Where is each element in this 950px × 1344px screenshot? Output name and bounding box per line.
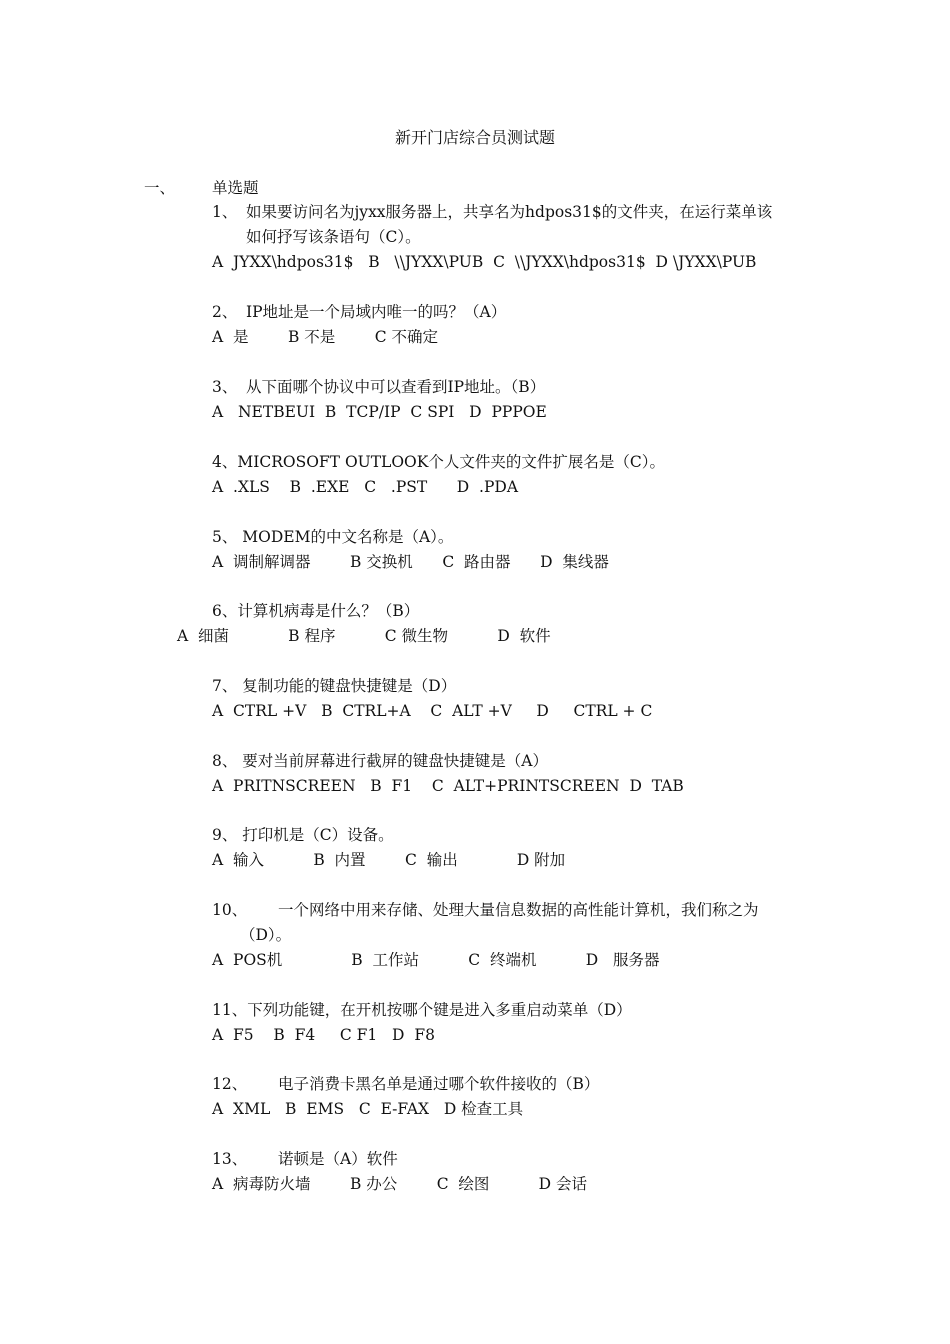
question-options: A XML B EMS C E-FAX D 检查工具	[212, 1100, 524, 1118]
question-options: A .XLS B .EXE C .PST D .PDA	[212, 478, 519, 496]
question-options: A 输入 B 内置 C 输出 D 附加	[212, 851, 566, 869]
question-text: 电子消费卡黑名单是通过哪个软件接收的（B）	[278, 1075, 600, 1093]
question-text: 6、计算机病毒是什么？（B）	[212, 602, 420, 620]
question-options: A CTRL +V B CTRL+A C ALT +V D CTRL + C	[212, 702, 653, 720]
question-text: 7、 复制功能的键盘快捷键是（D）	[212, 677, 457, 695]
question-options: A 是 B 不是 C 不确定	[212, 328, 438, 346]
question-options: A POS机 B 工作站 C 终端机 D 服务器	[212, 951, 660, 969]
question-text: 5、 MODEM的中文名称是（A）。	[212, 528, 454, 546]
section-title: 单选题	[212, 179, 259, 197]
page-title: 新开门店综合员测试题	[394, 128, 555, 147]
question-number: 2、	[212, 303, 238, 321]
question-number: 12、	[212, 1075, 248, 1093]
question-text-continued: 如何抒写该条语句（C）。	[246, 228, 421, 246]
question-text: 如果要访问名为jyxx服务器上，共享名为hdpos31$的文件夹，在运行菜单该	[246, 203, 773, 221]
question-text: 9、 打印机是（C）设备。	[212, 826, 394, 844]
question-text: 8、 要对当前屏幕进行截屏的键盘快捷键是（A）	[212, 752, 548, 770]
question-text: 一个网络中用来存储、处理大量信息数据的高性能计算机，我们称之为	[278, 901, 759, 919]
question-options: A 病毒防火墙 B 办公 C 绘图 D 会话	[212, 1175, 588, 1193]
question-number: 10、	[212, 901, 248, 919]
question-options: A 细菌 B 程序 C 微生物 D 软件	[177, 627, 551, 645]
question-text: 11、下列功能键，在开机按哪个键是进入多重启动菜单（D）	[212, 1001, 632, 1019]
question-text: 4、MICROSOFT OUTLOOK个人文件夹的文件扩展名是（C）。	[212, 453, 665, 471]
question-text-continued: （D）。	[240, 926, 292, 944]
question-number: 3、	[212, 378, 238, 396]
question-options: A JYXX\hdpos31$ B \\JYXX\PUB C \\JYXX\hdpos31$ D \JYXX\PUB	[212, 253, 757, 271]
question-options: A NETBEUI B TCP/IP C SPI D PPPOE	[212, 403, 547, 421]
section-number: 一、	[144, 179, 176, 197]
question-number: 13、	[212, 1150, 248, 1168]
question-options: A 调制解调器 B 交换机 C 路由器 D 集线器	[212, 553, 609, 571]
question-text: 从下面哪个协议中可以查看到IP地址。（B）	[246, 378, 546, 396]
question-options: A F5 B F4 C F1 D F8	[212, 1026, 435, 1044]
question-number: 1、	[212, 203, 238, 221]
question-options: A PRITNSCREEN B F1 C ALT+PRINTSCREEN D TAB	[212, 777, 684, 795]
question-text: 诺顿是（A）软件	[278, 1150, 398, 1168]
question-text: IP地址是一个局域内唯一的吗？（A）	[246, 303, 507, 321]
